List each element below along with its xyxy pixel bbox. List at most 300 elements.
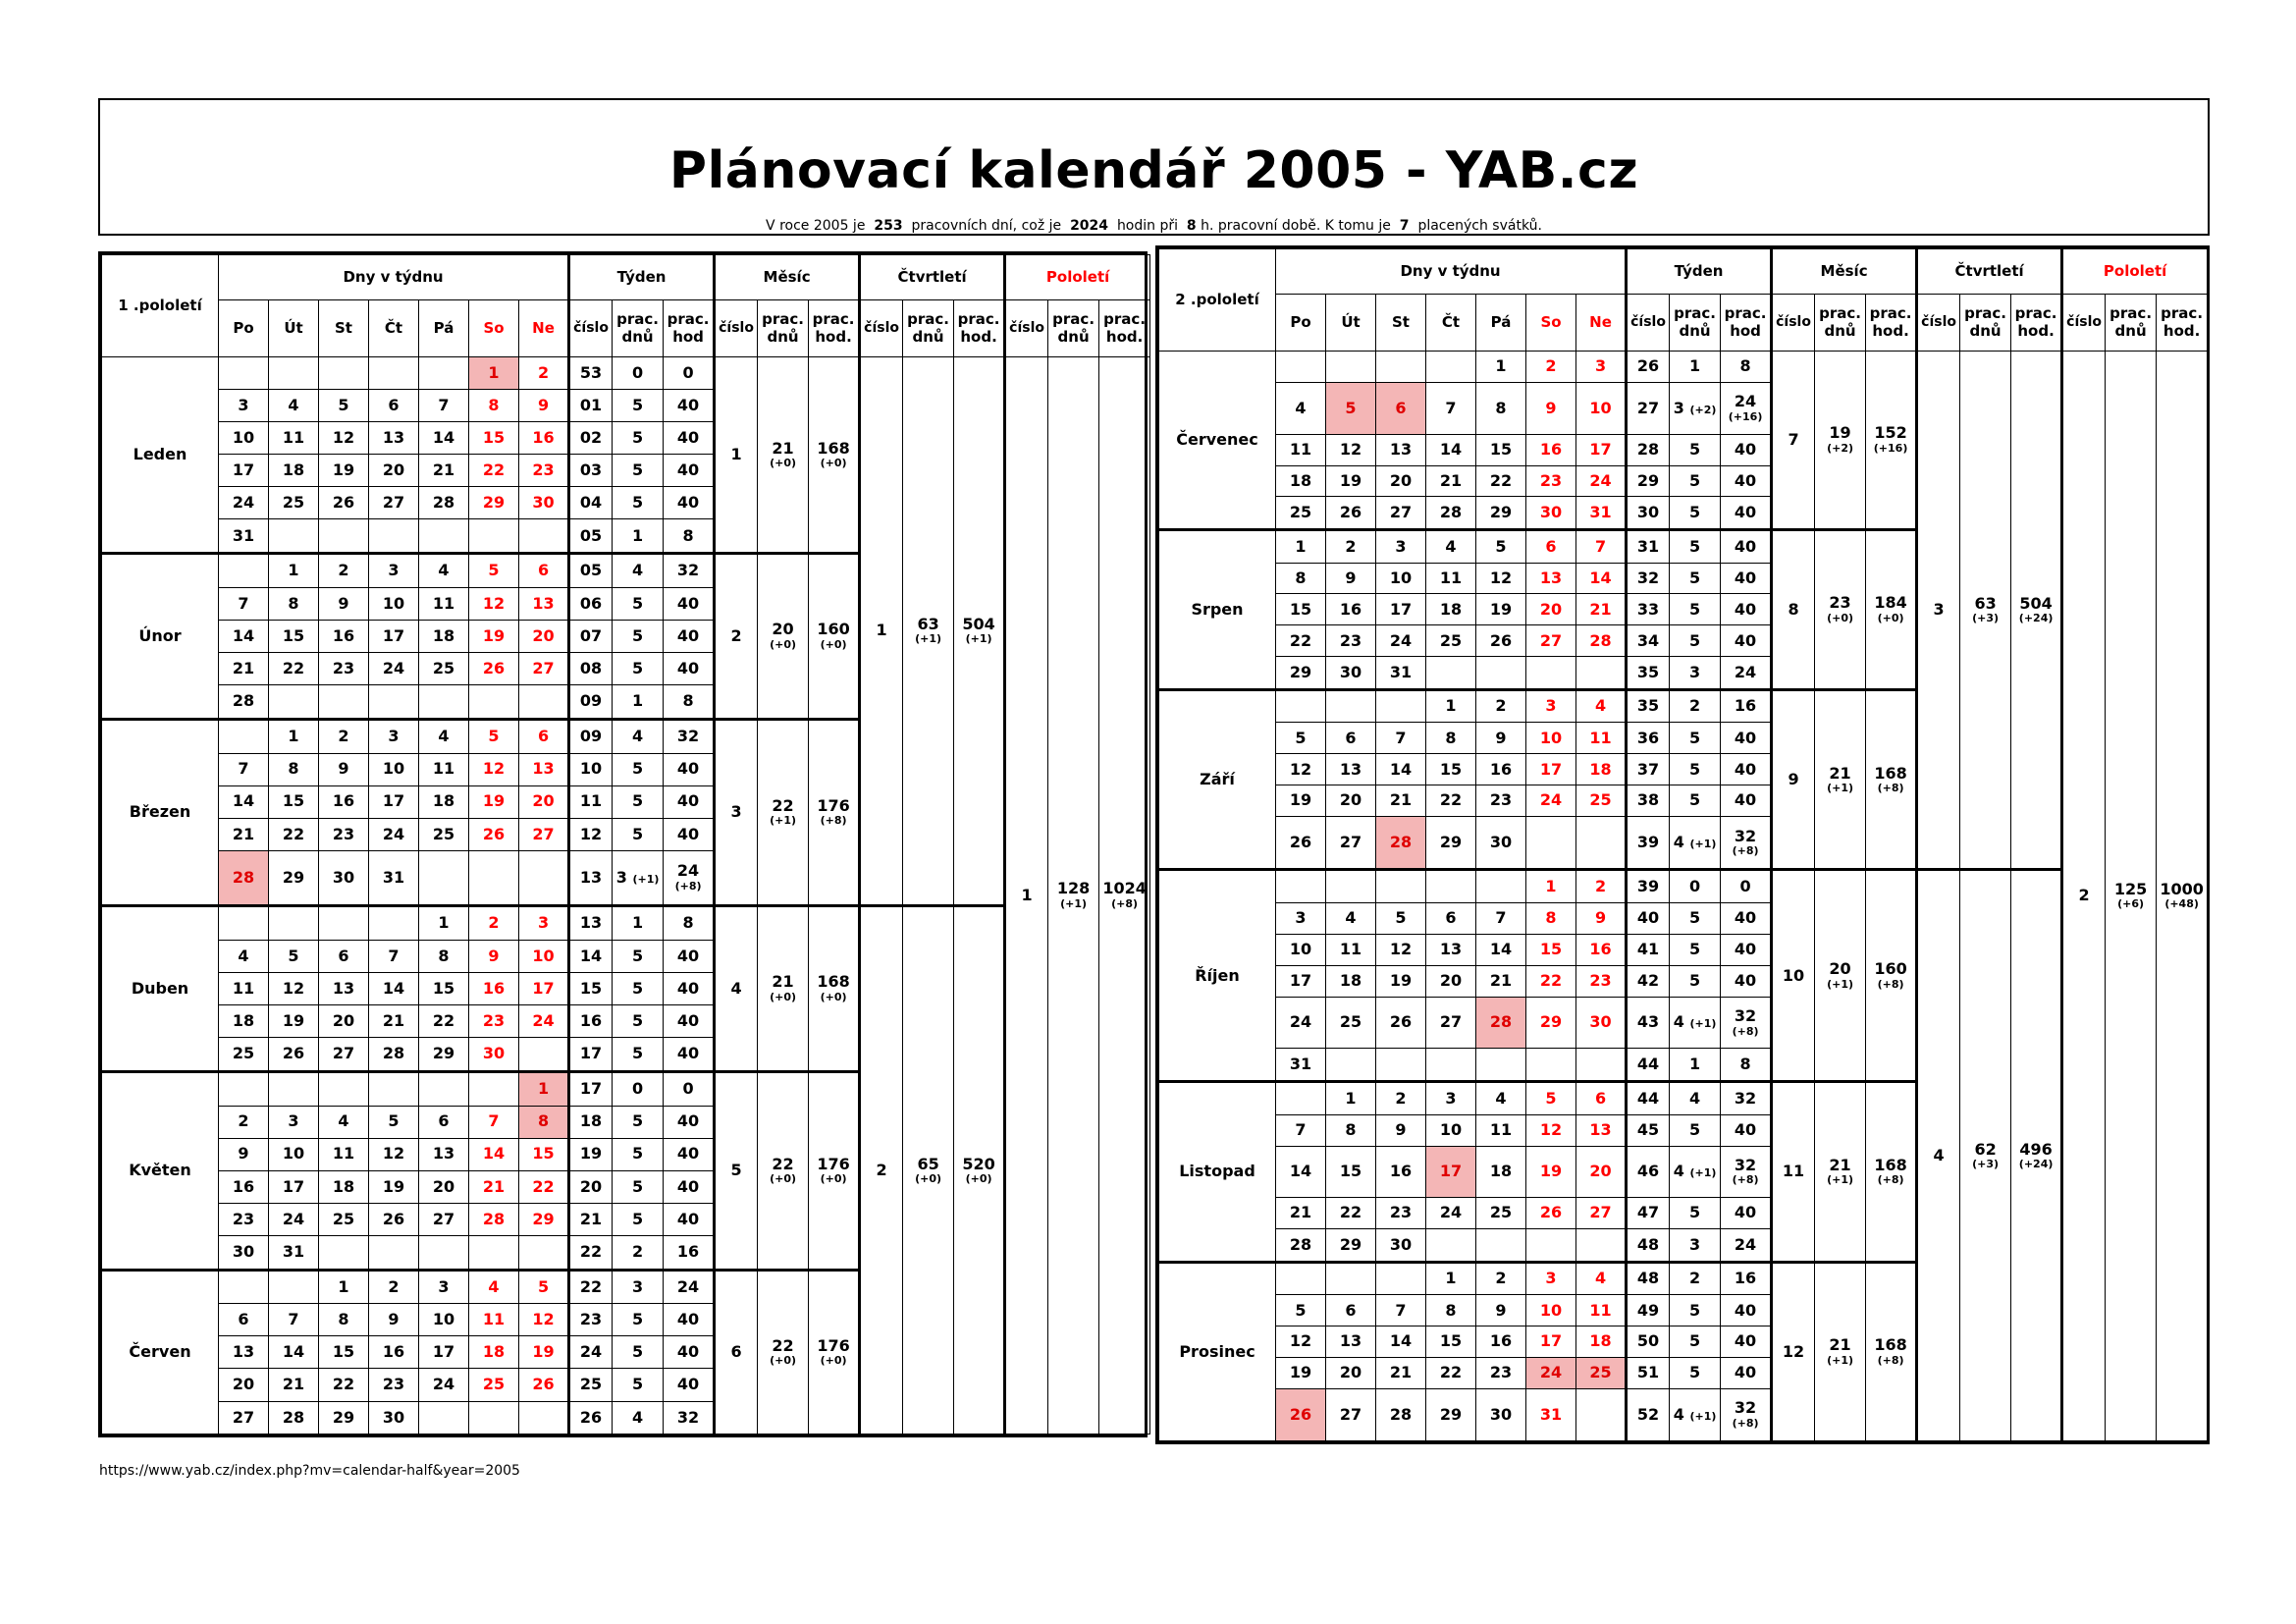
day-cell: 23 — [1476, 1358, 1526, 1389]
week-work-hours — [664, 940, 715, 972]
week-number: 13 — [569, 906, 613, 941]
week-work-hours — [1721, 594, 1772, 625]
week-work-hours — [1721, 870, 1772, 903]
week-hours-value: 40 — [1734, 971, 1757, 991]
week-hours-value: 40 — [676, 978, 700, 998]
day-cell: 29 — [319, 1401, 369, 1434]
col-cislo: číslo — [2062, 295, 2106, 352]
col-prac-dnu — [1048, 300, 1099, 357]
week-hours-delta: (+8) — [1732, 844, 1759, 858]
day-cell — [419, 1235, 469, 1270]
week-days-value: 5 — [1688, 568, 1701, 587]
day-cell: 3 — [1376, 530, 1426, 564]
day-cell: 28 — [1576, 625, 1627, 657]
hod-label: hod — [1730, 321, 1761, 340]
day-cell: 22 — [1476, 465, 1526, 497]
day-cell: 12 — [519, 1304, 569, 1336]
day-cell: 16 — [1326, 594, 1376, 625]
week-work-hours — [1721, 965, 1772, 997]
day-header-1: Út — [269, 300, 319, 357]
day-cell: 9 — [1476, 1295, 1526, 1326]
week-number: 05 — [569, 554, 613, 588]
day-cell: 23 — [519, 455, 569, 487]
day-cell: 5 — [369, 1106, 419, 1138]
day-cell: 20 — [319, 1004, 369, 1037]
prac-label: prac. — [907, 310, 949, 329]
day-cell: 23 — [319, 818, 369, 850]
week-days-value: 5 — [631, 1144, 644, 1164]
day-cell: 19 — [1526, 1146, 1576, 1198]
week-work-hours — [1721, 903, 1772, 935]
col-prac-dnu — [758, 300, 809, 357]
week-days-value: 4 — [1688, 1088, 1701, 1108]
week-days-value: 1 — [631, 913, 644, 933]
day-cell — [1376, 1262, 1426, 1295]
week-work-days — [613, 587, 664, 620]
day-cell — [1276, 870, 1326, 903]
day-cell — [519, 685, 569, 720]
week-days-value: 2 — [631, 1242, 644, 1261]
week-days-value: 5 — [631, 1111, 644, 1131]
week-work-days — [1670, 903, 1721, 935]
month-hours-value: 168 — [817, 438, 850, 458]
day-cell: 16 — [1576, 934, 1627, 965]
week-work-hours — [1721, 689, 1772, 723]
week-work-days — [613, 906, 664, 941]
week-work-hours — [1721, 1326, 1772, 1358]
page-title: Plánovací kalendář 2005 - YAB.cz — [668, 141, 1639, 200]
day-cell: 7 — [219, 587, 269, 620]
month-hours-value: 184 — [1874, 593, 1907, 613]
day-cell: 23 — [1576, 965, 1627, 997]
half-header: Pololetí — [2062, 249, 2208, 295]
week-hours-value: 40 — [1734, 1331, 1757, 1351]
day-cell: 2 — [519, 357, 569, 390]
week-hours-value: 40 — [676, 1209, 700, 1228]
day-cell: 14 — [219, 620, 269, 652]
day-cell: 27 — [369, 487, 419, 519]
week-hours-value: 32 — [1734, 1088, 1757, 1108]
month-hours-value: 152 — [1874, 423, 1907, 443]
week-days-value: 5 — [1688, 599, 1701, 619]
week-hours-value: 40 — [676, 625, 700, 645]
week-days-value: 3 — [615, 867, 627, 887]
week-work-hours — [664, 357, 715, 390]
day-cell: 26 — [1476, 625, 1526, 657]
quarter-work-days — [903, 906, 954, 1435]
week-number: 48 — [1627, 1229, 1670, 1263]
day-cell: 9 — [1526, 382, 1576, 434]
week-row — [102, 357, 1150, 390]
day-cell: 8 — [269, 753, 319, 785]
day-cell: 3 — [1526, 1262, 1576, 1295]
day-cell: 21 — [1576, 594, 1627, 625]
month-hours-value: 176 — [817, 1154, 850, 1173]
week-number: 39 — [1627, 817, 1670, 870]
hod-label: hod. — [1105, 327, 1144, 346]
week-number: 17 — [569, 1038, 613, 1072]
week-hours-value: 40 — [676, 1044, 700, 1063]
summary-holidays: 7 — [1399, 218, 1410, 234]
day-cell: 8 — [519, 1106, 569, 1138]
col-prac-dnu — [1815, 295, 1866, 352]
day-cell: 5 — [519, 1270, 569, 1304]
month-work-hours — [809, 1270, 860, 1434]
week-hours-value: 8 — [1739, 356, 1751, 376]
day-cell: 22 — [1276, 625, 1326, 657]
col-cislo: číslo — [1917, 295, 1960, 352]
week-number: 28 — [1627, 434, 1670, 465]
day-cell: 22 — [269, 818, 319, 850]
week-hours-value: 24 — [1734, 392, 1757, 411]
day-cell: 17 — [1576, 434, 1627, 465]
week-number: 10 — [569, 753, 613, 785]
day-cell: 9 — [519, 390, 569, 422]
month-hours-value: 176 — [817, 795, 850, 815]
hod-label: hod. — [2163, 321, 2201, 340]
day-cell — [419, 685, 469, 720]
month-hours-delta: (+8) — [1877, 1353, 1904, 1367]
day-cell: 21 — [419, 455, 469, 487]
day-cell: 6 — [519, 719, 569, 753]
week-days-value: 4 — [1673, 1012, 1684, 1032]
summary-text: h. pracovní době. K tomu je — [1201, 218, 1391, 234]
day-cell — [319, 1235, 369, 1270]
month-work-days — [758, 719, 809, 905]
day-header-6: Ne — [519, 300, 569, 357]
week-work-days — [613, 422, 664, 455]
summary-text: hodin při — [1116, 218, 1179, 234]
day-cell: 3 — [519, 906, 569, 941]
day-cell: 12 — [1476, 563, 1526, 594]
day-cell: 6 — [1426, 903, 1476, 935]
day-cell: 23 — [1376, 1198, 1426, 1229]
day-cell: 23 — [369, 1369, 419, 1401]
day-cell: 8 — [1276, 563, 1326, 594]
day-cell: 8 — [419, 940, 469, 972]
day-cell: 24 — [1576, 465, 1627, 497]
prac-label: prac. — [762, 310, 804, 329]
day-cell — [1376, 1049, 1426, 1082]
day-cell: 29 — [519, 1203, 569, 1235]
col-cislo: číslo — [860, 300, 903, 357]
day-cell: 18 — [1326, 965, 1376, 997]
week-days-value: 5 — [1688, 940, 1701, 959]
day-cell: 31 — [1276, 1049, 1326, 1082]
day-cell: 17 — [1426, 1146, 1476, 1198]
week-work-days — [1670, 1229, 1721, 1263]
week-hours-value: 0 — [1739, 877, 1751, 896]
day-cell — [1476, 657, 1526, 690]
day-cell: 10 — [1576, 382, 1627, 434]
half-days-delta: (+6) — [2117, 897, 2145, 911]
week-hours-value: 40 — [1734, 599, 1757, 619]
day-cell: 26 — [1276, 1388, 1326, 1440]
day-cell — [1476, 1229, 1526, 1263]
day-header-1: Út — [1326, 295, 1376, 352]
day-cell: 26 — [1526, 1198, 1576, 1229]
day-cell: 2 — [1326, 530, 1376, 564]
week-number: 29 — [1627, 465, 1670, 497]
prac-label: prac. — [1674, 304, 1716, 323]
week-work-hours — [1721, 465, 1772, 497]
week-days-delta: (+2) — [1689, 403, 1717, 416]
week-days-value: 5 — [631, 1342, 644, 1362]
day-cell: 21 — [1426, 465, 1476, 497]
day-cell: 20 — [1576, 1146, 1627, 1198]
dnu-label: dnů — [912, 327, 944, 346]
day-cell: 7 — [219, 753, 269, 785]
day-cell: 21 — [469, 1170, 519, 1203]
day-cell: 6 — [1526, 530, 1576, 564]
month-name: Březen — [102, 719, 219, 905]
day-cell: 30 — [1476, 817, 1526, 870]
day-cell: 25 — [1476, 1198, 1526, 1229]
day-cell: 12 — [269, 972, 319, 1004]
col-prac-hod — [2011, 295, 2062, 352]
day-cell: 12 — [469, 753, 519, 785]
week-number: 11 — [569, 785, 613, 818]
quarter-number: 1 — [860, 357, 903, 906]
day-cell: 21 — [1276, 1198, 1326, 1229]
week-work-hours — [1721, 382, 1772, 434]
day-cell — [1326, 1049, 1376, 1082]
day-cell: 12 — [1526, 1114, 1576, 1146]
day-cell — [419, 850, 469, 905]
week-number: 08 — [569, 652, 613, 684]
week-days-value: 5 — [631, 946, 644, 965]
day-cell: 17 — [1526, 1326, 1576, 1358]
week-number: 50 — [1627, 1326, 1670, 1358]
day-cell: 18 — [319, 1170, 369, 1203]
day-cell: 1 — [469, 357, 519, 390]
day-cell: 20 — [219, 1369, 269, 1401]
week-days-value: 4 — [1673, 1404, 1684, 1424]
week-hours-value: 40 — [676, 1111, 700, 1131]
week-number: 46 — [1627, 1146, 1670, 1198]
day-cell: 15 — [1526, 934, 1576, 965]
summary-hours: 2024 — [1070, 218, 1109, 234]
day-cell: 27 — [219, 1401, 269, 1434]
day-cell — [369, 519, 419, 554]
day-cell: 12 — [1326, 434, 1376, 465]
day-cell: 20 — [1326, 1358, 1376, 1389]
month-days-value: 21 — [772, 438, 794, 458]
week-days-value: 5 — [631, 1209, 644, 1228]
week-work-hours — [664, 1203, 715, 1235]
week-work-days — [1670, 1146, 1721, 1198]
day-cell: 15 — [1426, 754, 1476, 785]
week-work-hours — [664, 972, 715, 1004]
quarter-number: 4 — [1917, 870, 1960, 1441]
week-hours-value: 40 — [1734, 728, 1757, 747]
summary-text: V roce 2005 je — [766, 218, 866, 234]
day-cell — [1426, 352, 1476, 383]
week-work-hours — [664, 1235, 715, 1270]
day-cell — [219, 554, 269, 588]
day-cell: 2 — [369, 1270, 419, 1304]
col-cislo: číslo — [715, 300, 758, 357]
day-header-3: Čt — [369, 300, 419, 357]
day-cell: 7 — [1426, 382, 1476, 434]
month-name: Říjen — [1159, 870, 1276, 1082]
week-hours-value: 40 — [676, 427, 700, 447]
week-hours-value: 16 — [1734, 1269, 1757, 1288]
week-number: 14 — [569, 940, 613, 972]
dnu-label: dnů — [621, 327, 654, 346]
day-cell: 14 — [369, 972, 419, 1004]
day-cell — [419, 1401, 469, 1434]
day-cell: 10 — [1276, 934, 1326, 965]
day-cell — [419, 357, 469, 390]
week-hours-value: 40 — [1734, 1203, 1757, 1222]
day-cell: 13 — [319, 972, 369, 1004]
day-cell — [1326, 689, 1376, 723]
week-work-days — [613, 1106, 664, 1138]
day-cell: 13 — [1326, 754, 1376, 785]
month-hours-delta: (+16) — [1873, 441, 1908, 455]
quarter-hours-value: 504 — [2019, 593, 2053, 613]
half-hours-value: 1024 — [1102, 879, 1147, 898]
day-header-3: Čt — [1426, 295, 1476, 352]
week-number: 07 — [569, 620, 613, 652]
week-work-days — [613, 1369, 664, 1401]
week-work-days — [613, 785, 664, 818]
week-number: 05 — [569, 519, 613, 554]
prac-label: prac. — [1103, 310, 1147, 329]
quarter-number: 2 — [860, 906, 903, 1435]
day-cell: 20 — [369, 455, 419, 487]
day-cell: 27 — [1326, 817, 1376, 870]
day-cell — [1276, 689, 1326, 723]
day-cell: 13 — [369, 422, 419, 455]
week-work-days — [1670, 497, 1721, 530]
day-cell — [1526, 657, 1576, 690]
week-number: 24 — [569, 1336, 613, 1369]
day-cell: 11 — [269, 422, 319, 455]
week-days-value: 5 — [631, 625, 644, 645]
day-cell: 9 — [1476, 723, 1526, 754]
quarter-days-delta: (+3) — [1972, 1158, 2000, 1171]
half-header: Pololetí — [1005, 255, 1150, 300]
month-work-hours — [809, 906, 860, 1072]
week-work-hours — [1721, 434, 1772, 465]
month-days-delta: (+1) — [770, 814, 797, 828]
month-work-days — [758, 1071, 809, 1270]
month-hours-delta: (+0) — [820, 1172, 847, 1186]
week-number: 13 — [569, 850, 613, 905]
week-work-days — [1670, 965, 1721, 997]
day-cell: 9 — [469, 940, 519, 972]
week-number: 30 — [1627, 497, 1670, 530]
month-work-days — [1815, 352, 1866, 530]
day-cell: 19 — [469, 785, 519, 818]
day-cell — [269, 357, 319, 390]
week-hours-value: 40 — [676, 658, 700, 677]
day-cell: 10 — [419, 1304, 469, 1336]
summary-text: placených svátků. — [1417, 218, 1542, 234]
day-cell — [319, 1071, 369, 1106]
week-number: 52 — [1627, 1388, 1670, 1440]
week-hours-value: 40 — [676, 791, 700, 811]
week-days-delta: (+1) — [632, 872, 660, 886]
day-cell: 26 — [469, 652, 519, 684]
week-work-days — [1670, 465, 1721, 497]
week-hours-value: 40 — [1734, 908, 1757, 928]
prac-label: prac. — [957, 310, 1000, 329]
day-cell: 16 — [1476, 1326, 1526, 1358]
quarter-work-hours — [2011, 870, 2062, 1441]
week-number: 09 — [569, 685, 613, 720]
month-days-value: 20 — [772, 620, 794, 639]
day-cell: 25 — [419, 818, 469, 850]
week-days-value: 5 — [631, 824, 644, 843]
week-work-days — [1670, 352, 1721, 383]
day-cell: 6 — [1576, 1082, 1627, 1115]
month-work-hours — [1866, 352, 1917, 530]
col-cislo: číslo — [1627, 295, 1670, 352]
week-work-hours — [664, 1336, 715, 1369]
day-cell: 14 — [1376, 1326, 1426, 1358]
day-cell — [1376, 870, 1426, 903]
day-cell: 17 — [219, 455, 269, 487]
month-days-value: 21 — [772, 972, 794, 992]
prac-label: prac. — [1964, 304, 2006, 323]
day-cell — [369, 906, 419, 941]
day-cell: 3 — [369, 719, 419, 753]
half-hours-delta: (+48) — [2164, 897, 2199, 911]
month-name: Listopad — [1159, 1082, 1276, 1263]
week-number: 16 — [569, 1004, 613, 1037]
day-cell: 13 — [219, 1336, 269, 1369]
header-box — [98, 98, 2210, 236]
month-number: 8 — [1772, 530, 1815, 690]
day-cell — [269, 906, 319, 941]
week-work-days — [613, 940, 664, 972]
week-work-days — [1670, 870, 1721, 903]
day-header-0: Po — [219, 300, 269, 357]
half-hours-delta: (+8) — [1111, 896, 1139, 910]
week-work-days — [613, 1235, 664, 1270]
week-work-days — [613, 652, 664, 684]
day-cell — [369, 1071, 419, 1106]
day-cell: 19 — [1326, 465, 1376, 497]
day-cell: 16 — [1376, 1146, 1426, 1198]
month-number: 9 — [1772, 689, 1815, 870]
week-days-value: 5 — [1688, 536, 1701, 556]
day-cell: 16 — [1476, 754, 1526, 785]
week-work-days — [613, 972, 664, 1004]
day-cell: 25 — [319, 1203, 369, 1235]
quarter-number: 3 — [1917, 352, 1960, 870]
month-number: 7 — [1772, 352, 1815, 530]
week-number: 27 — [1627, 382, 1670, 434]
week-work-hours — [664, 685, 715, 720]
day-cell: 19 — [1376, 965, 1426, 997]
day-cell: 23 — [319, 652, 369, 684]
day-cell: 6 — [219, 1304, 269, 1336]
day-cell — [219, 1071, 269, 1106]
week-days-value: 5 — [631, 395, 644, 414]
week-days-value: 5 — [1688, 1300, 1701, 1320]
week-hours-value: 40 — [1734, 759, 1757, 779]
day-cell: 4 — [469, 1270, 519, 1304]
footer-url[interactable]: https://www.yab.cz/index.php?mv=calendar-half&year=2005 — [99, 1463, 520, 1479]
week-work-days — [1670, 1388, 1721, 1440]
month-hours-delta: (+8) — [1877, 1173, 1904, 1187]
day-cell: 3 — [219, 390, 269, 422]
week-row — [1159, 352, 2208, 383]
